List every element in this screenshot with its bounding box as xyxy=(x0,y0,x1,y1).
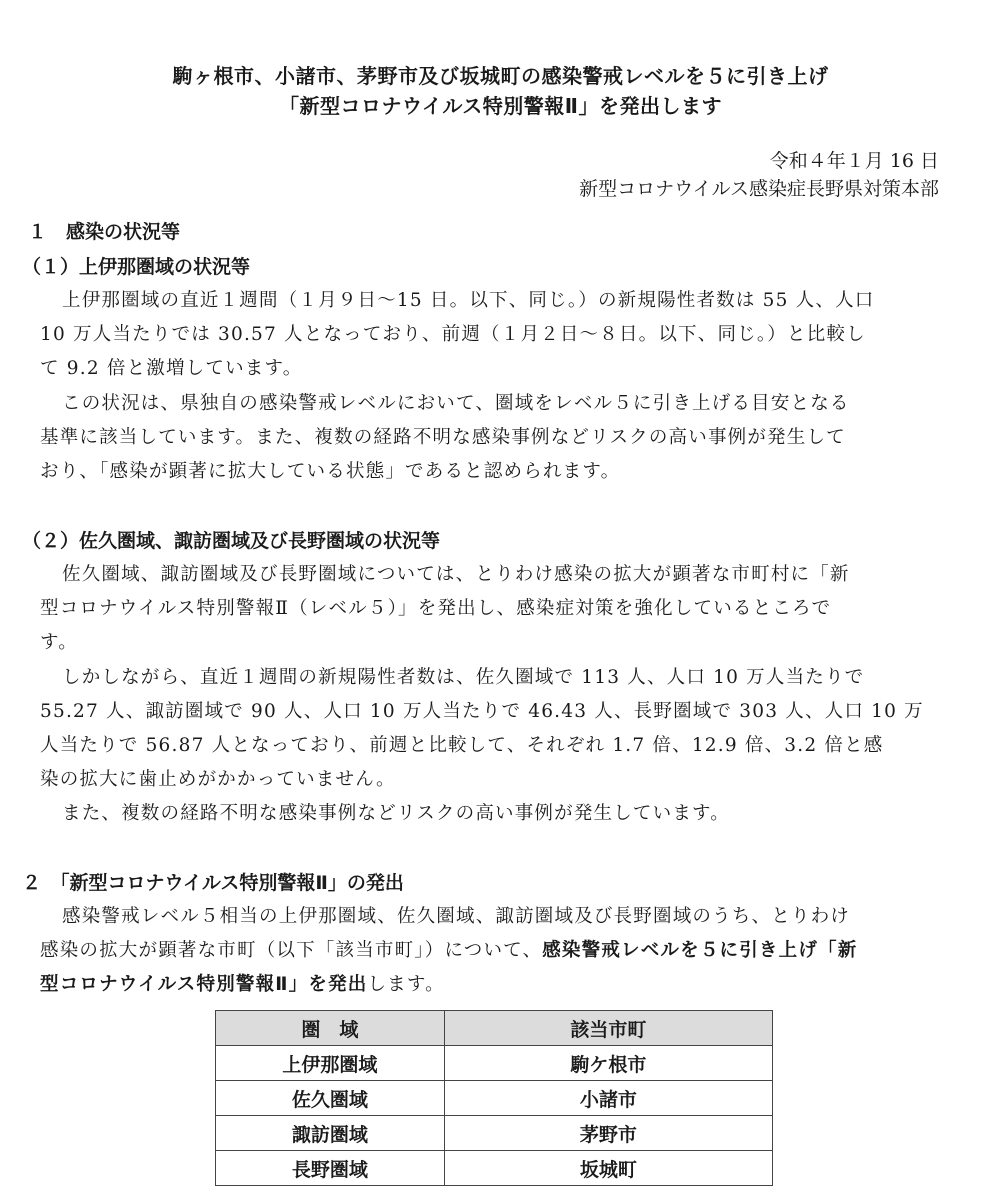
subsection-2-heading: （２）佐久圏域、諏訪圏域及び長野圏域の状況等 xyxy=(22,530,441,552)
section-2-heading: ２ 「新型コロナウイルス特別警報Ⅱ」の発出 xyxy=(22,872,404,894)
issue-date: 令和４年１月 16 日 xyxy=(769,150,939,172)
municipality-cell: 小諸市 xyxy=(444,1081,772,1116)
paragraph-line: また、複数の経路不明な感染事例などリスクの高い事例が発生しています。 xyxy=(62,803,730,824)
paragraph-line xyxy=(40,974,960,996)
paragraph-line xyxy=(40,940,960,962)
paragraph-line: 感染警戒レベル５相当の上伊那圏域、佐久圏域、諏訪圏域及び長野圏域のうち、とりわけ xyxy=(62,906,851,927)
section-1-heading: １ 感染の状況等 xyxy=(28,221,181,243)
paragraph-line: て 9.2 倍と激増しています。 xyxy=(40,358,303,379)
paragraph-text: 感染の拡大が顕著な市町（以下「該当市町」）について、 xyxy=(40,940,543,961)
table-row xyxy=(216,1081,773,1116)
paragraph-line: おり、「感染が顕著に拡大している状態」であると認められます。 xyxy=(40,461,621,482)
region-cell: 諏訪圏域 xyxy=(216,1116,445,1151)
paragraph-line: 佐久圏域、諏訪圏域及び長野圏域については、とりわけ感染の拡大が顕著な市町村に「新 xyxy=(62,564,850,585)
paragraph-line: しかしながら、直近１週間の新規陽性者数は、佐久圏域で 113 人、人口 10 万人当たりで xyxy=(62,667,865,688)
designated-municipalities-table xyxy=(215,1010,773,1186)
paragraph-line: 染の拡大に歯止めがかかっていません。 xyxy=(40,769,396,790)
issuer: 新型コロナウイルス感染症長野県対策本部 xyxy=(579,178,939,200)
paragraph-line: 人当たりで 56.87 人となっており、前週と比較して、それぞれ 1.7 倍、12.9 倍、3.2 倍と感 xyxy=(40,735,884,756)
table-row xyxy=(216,1116,773,1151)
paragraph-line: 55.27 人、諏訪圏域で 90 人、人口 10 万人当たりで 46.43 人、長野圏域で 303 人、人口 10 万 xyxy=(40,701,924,722)
title-line-1: 駒ヶ根市、小諸市、茅野市及び坂城町の感染警戒レベルを５に引き上げ xyxy=(172,64,829,88)
paragraph-line: 10 万人当たりでは 30.57 人となっており、前週（１月２日～８日。以下、同じ。）と比較し xyxy=(40,324,866,345)
paragraph-line: この状況は、県独自の感染警戒レベルにおいて、圏域をレベル５に引き上げる目安となる xyxy=(62,393,850,414)
column-header-region: 圏 域 xyxy=(216,1011,445,1046)
subsection-1-heading: （１）上伊那圏域の状況等 xyxy=(22,256,251,278)
paragraph-line: 上伊那圏域の直近１週間（１月９日～15 日。以下、同じ。）の新規陽性者数は 55 人、人口 xyxy=(62,290,875,311)
title-line-2: 「新型コロナウイルス特別警報Ⅱ」を発出します xyxy=(279,94,722,118)
region-cell: 長野圏域 xyxy=(216,1151,445,1186)
table-row xyxy=(216,1151,773,1186)
paragraph-line: す。 xyxy=(40,632,78,653)
region-cell: 佐久圏域 xyxy=(216,1081,445,1116)
table-row xyxy=(216,1046,773,1081)
municipality-cell: 駒ケ根市 xyxy=(444,1046,772,1081)
emphasis-text: 感染警戒レベルを５に引き上げ「新 xyxy=(542,940,858,961)
paragraph-text: します。 xyxy=(367,974,445,995)
column-header-municipality: 該当市町 xyxy=(444,1011,772,1046)
paragraph-line: 型コロナウイルス特別警報Ⅱ（レベル５）」を発出し、感染症対策を強化しているところで xyxy=(40,598,832,619)
municipality-cell: 茅野市 xyxy=(444,1116,772,1151)
paragraph-line: 基準に該当しています。また、複数の経路不明な感染事例などリスクの高い事例が発生して xyxy=(40,427,846,448)
region-cell: 上伊那圏域 xyxy=(216,1046,445,1081)
emphasis-text: 型コロナウイルス特別警報Ⅱ」を発出 xyxy=(40,974,368,995)
municipality-cell: 坂城町 xyxy=(444,1151,772,1186)
table-header-row xyxy=(216,1011,773,1046)
